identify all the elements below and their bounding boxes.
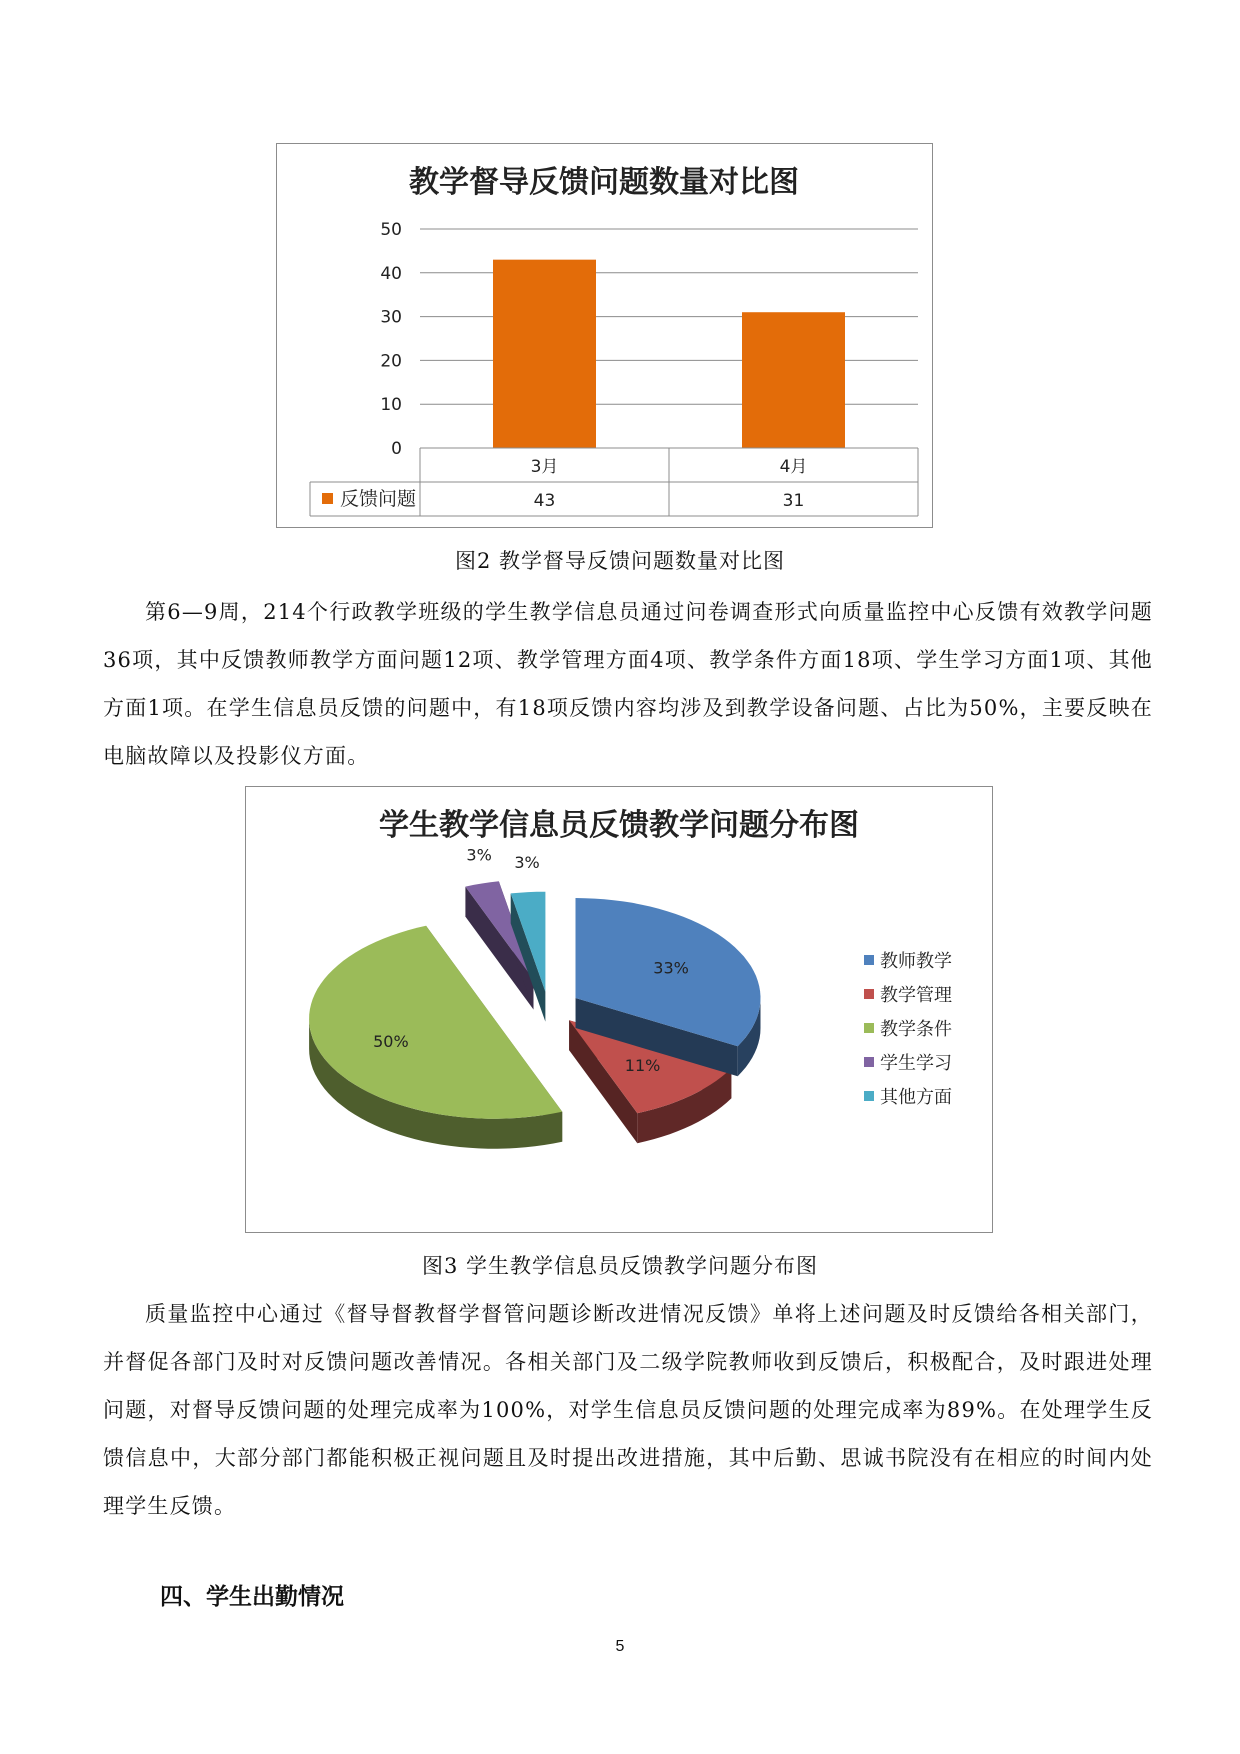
paragraph-2: 质量监控中心通过《督导督教督学督管问题诊断改进情况反馈》单将上述问题及时反馈给各相关部门，并督促各部门及时对反馈问题改善情况。各相关部门及二级学院教师收到反馈后，积极配合，及时跟进处理问题，对督导反馈问题的处理完成率为100%，对学生信息员反馈问题的处理完成率为89%。在处理学生反馈信息中，大部分部门都能积极正视问题且及时提出改进措施，其中后勤、思诚书院没有在相应的时间内处理学生反馈。 bbox=[103, 1302, 1153, 1518]
bar-chart-frame bbox=[276, 143, 933, 528]
pie-legend-swatch bbox=[864, 955, 874, 965]
bar-chart-title: 教学督导反馈问题数量对比图 bbox=[409, 165, 799, 200]
bar-data-label: 31 bbox=[782, 491, 805, 511]
pie-chart-title: 学生教学信息员反馈教学问题分布图 bbox=[379, 808, 859, 843]
bar-data-label: 43 bbox=[533, 491, 556, 511]
bar-ytick-label: 50 bbox=[380, 220, 402, 240]
pie-legend-swatch bbox=[864, 1023, 874, 1033]
pie-value-label: 11% bbox=[624, 1056, 661, 1076]
bar-legend-label: 反馈问题 bbox=[340, 488, 417, 510]
bar-1 bbox=[493, 260, 596, 448]
bar-category-label: 3月 bbox=[530, 457, 559, 477]
section-heading: 四、学生出勤情况 bbox=[160, 1584, 344, 1610]
pie-legend-label: 教学管理 bbox=[880, 985, 952, 1006]
bar-ytick-label: 40 bbox=[380, 263, 402, 284]
bar-2 bbox=[742, 312, 845, 448]
bar-ytick-label: 0 bbox=[391, 439, 402, 459]
pie-legend-swatch bbox=[864, 989, 874, 999]
pie-value-label: 50% bbox=[373, 1031, 409, 1051]
pie-legend-label: 教学条件 bbox=[880, 1019, 952, 1040]
page-number: 5 bbox=[615, 1638, 625, 1655]
bar-legend-swatch bbox=[322, 493, 333, 504]
bar-chart bbox=[277, 144, 932, 527]
pie-legend-label: 学生学习 bbox=[880, 1053, 952, 1074]
figure3-caption: 图3 学生教学信息员反馈教学问题分布图 bbox=[421, 1254, 819, 1278]
pie-legend-label: 教师教学 bbox=[880, 951, 952, 972]
figure2-caption: 图2 教学督导反馈问题数量对比图 bbox=[454, 549, 786, 573]
pie-legend-label: 其他方面 bbox=[880, 1087, 952, 1108]
bar-ytick-label: 10 bbox=[380, 395, 402, 416]
pie-legend-swatch bbox=[864, 1091, 874, 1101]
pie-legend-swatch bbox=[864, 1057, 874, 1067]
bar-ytick-label: 30 bbox=[380, 307, 402, 328]
pie-value-label: 3% bbox=[514, 853, 540, 873]
pie-chart bbox=[246, 787, 992, 1232]
paragraph-1: 第6—9周，214个行政教学班级的学生教学信息员通过问卷调查形式向质量监控中心反馈有效教学问题36项，其中反馈教师教学方面问题12项、教学管理方面4项、教学条件方面18项、学生学习方面1项、其他方面1项。在学生信息员反馈的问题中，有18项反馈内容均涉及到教学设备问题、占比为50%，主要反映在电脑故障以及投影仪方面。 bbox=[103, 600, 1153, 768]
pie-value-label: 3% bbox=[466, 845, 492, 865]
pie-chart-frame bbox=[245, 786, 993, 1233]
pie-value-label: 33% bbox=[653, 958, 689, 978]
bar-category-label: 4月 bbox=[779, 457, 808, 477]
bar-ytick-label: 20 bbox=[380, 351, 402, 372]
